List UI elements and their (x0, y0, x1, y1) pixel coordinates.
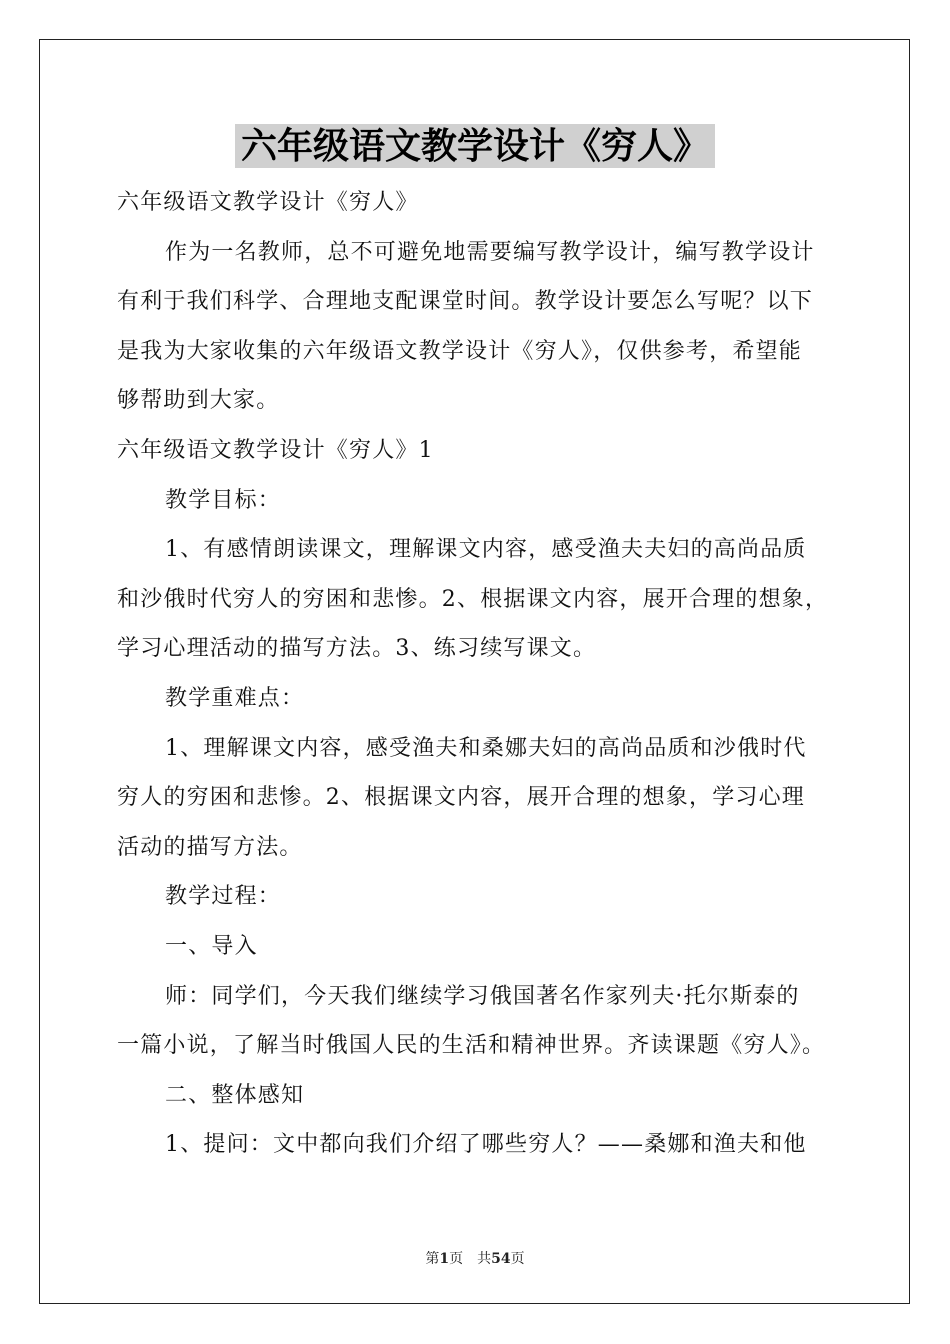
text-line: 二、整体感知 (165, 1082, 305, 1108)
total-label-suffix: 页 (510, 1251, 525, 1267)
text-line: 1、理解课文内容，感受渔夫和桑娜夫妇的高尚品质和沙俄时代 (165, 735, 807, 761)
total-label-prefix: 共 (477, 1251, 492, 1267)
text-line: 教学重难点： (165, 685, 305, 711)
text-line: 六年级语文教学设计《穷人》1 (117, 437, 434, 463)
text-line: 够帮助到大家。 (117, 388, 280, 414)
text-line: 有利于我们科学、合理地支配课堂时间。教学设计要怎么写呢？以下 (117, 289, 814, 315)
text-line: 师：同学们，今天我们继续学习俄国著名作家列夫·托尔斯泰的 (165, 983, 800, 1009)
page-number: 1 (439, 1251, 450, 1267)
text-line: 教学目标： (165, 487, 282, 513)
text-line: 教学过程： (165, 884, 282, 910)
page-label-suffix: 页 (449, 1251, 464, 1267)
text-line: 一篇小说，了解当时俄国人民的生活和精神世界。齐读课题《穷人》。 (117, 1033, 826, 1059)
document-title: 六年级语文教学设计《穷人》 (235, 124, 715, 168)
document-body (117, 178, 837, 1170)
text-line: 活动的描写方法。 (117, 834, 303, 860)
text-line: 穷人的穷困和悲惨。2、根据课文内容，展开合理的想象，学习心理 (117, 785, 805, 811)
text-line: 六年级语文教学设计《穷人》 (117, 190, 419, 215)
text-line: 学习心理活动的描写方法。3、练习续写课文。 (117, 636, 597, 662)
total-pages: 54 (491, 1251, 511, 1267)
text-line: 作为一名教师，总不可避免地需要编写教学设计，编写教学设计 (165, 239, 815, 265)
text-line: 1、有感情朗读课文，理解课文内容，感受渔夫夫妇的高尚品质 (165, 537, 807, 563)
text-line: 一、导入 (165, 933, 258, 959)
text-line: 是我为大家收集的六年级语文教学设计《穷人》，仅供参考，希望能 (117, 338, 803, 364)
text-line: 1、提问：文中都向我们介绍了哪些穷人？——桑娜和渔夫和他 (165, 1132, 807, 1158)
page-footer (0, 1248, 950, 1268)
page-label-prefix: 第 (425, 1251, 440, 1267)
title-container (0, 124, 950, 168)
text-line: 和沙俄时代穷人的穷困和悲惨。2、根据课文内容，展开合理的想象， (117, 586, 829, 612)
